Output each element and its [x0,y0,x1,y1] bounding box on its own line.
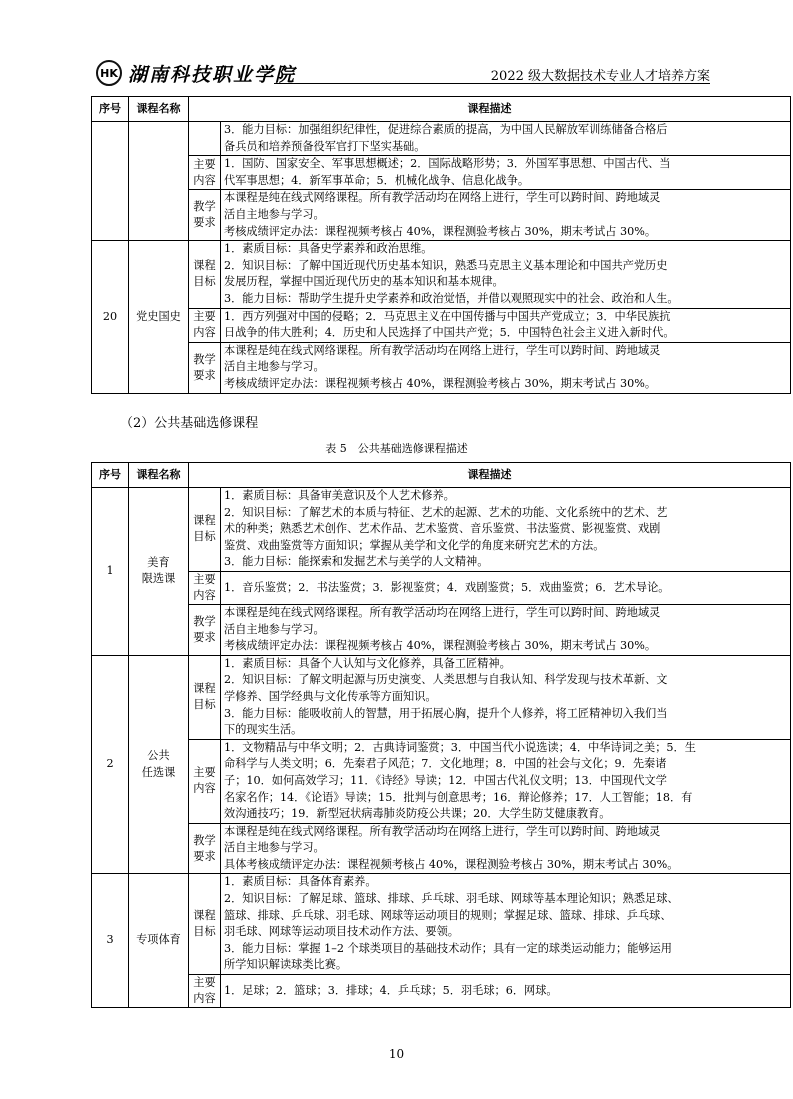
content-label: 主要 内容 [189,156,221,190]
seq-cell: 3 [92,874,129,1008]
content-text: 1．足球；2．篮球；3．排球；4．乒乓球；5．羽毛球；6．网球。 [221,975,791,1008]
requirement-text: 本课程是纯在线式网络课程。所有教学活动均在网络上进行，学生可以跨时间、跨地域灵 活自主地参与学习。 考核成绩评定办法：课程视频考核占 40%，课程测验考核占 30%，期末考试占 30%。 [221,342,791,393]
school-seal-icon: HK [96,60,122,86]
goal-text: 1．素质目标：具备史学素养和政治思维。 2．知识目标：了解中国近现代历史基本知识，熟悉马克思主义基本理论和中国共产党历史 发展历程，掌握中国近现代历史的基本知识和基本规律。 3．能力目标：帮助学生提升史学素养和政治觉悟，并借以观照现实中的社会、政治和人生。 [221,241,791,308]
goal-label-cell [189,122,221,156]
course-name-cell: 专项体育 [129,874,189,1008]
document-title: 2022 级大数据技术专业人才培养方案 [490,69,710,84]
content-text: 1．国防、国家安全、军事思想概述；2．国际战略形势；3．外国军事思想、中国古代、当 代军事思想；4．新军事革命；5．机械化战争、信息化战争。 [221,156,791,190]
table-header-row [92,463,791,488]
col-course-name: 课程名称 [129,97,189,122]
seq-cell: 2 [92,655,129,874]
header-rule [274,83,710,84]
requirement-label: 教学 要求 [189,190,221,241]
content-label: 主要 内容 [189,571,221,604]
course-name-cell: 美育 限选课 [129,488,189,656]
content-label: 主要 内容 [189,308,221,342]
goal-text: 3．能力目标：加强组织纪律性，促进综合素质的提高，为中国人民解放军训练储备合格后 备兵员和培养预备役军官打下坚实基础。 [221,122,791,156]
table-row [92,739,791,823]
goal-label: 课程 目标 [189,241,221,308]
table-row [92,604,791,655]
requirement-label: 教学 要求 [189,823,221,874]
content-text: 1．音乐鉴赏；2．书法鉴赏；3．影视鉴赏；4．戏剧鉴赏；5．戏曲鉴赏；6．艺术导论。 [221,571,791,604]
table-row [92,308,791,342]
requirement-text: 本课程是纯在线式网络课程。所有教学活动均在网络上进行，学生可以跨时间、跨地域灵 活自主地参与学习。 考核成绩评定办法：课程视频考核占 40%，课程测验考核占 30%，期末考试占 30%。 [221,190,791,241]
content-label: 主要 内容 [189,739,221,823]
table-row [92,488,791,572]
goal-label: 课程 目标 [189,655,221,739]
school-logo-text: 湖南科技职业学院 [128,63,297,86]
seq-cell: 1 [92,488,129,656]
table-row [92,241,791,308]
goal-text: 1．素质目标：具备审美意识及个人艺术修养。 2．知识目标：了解艺术的本质与特征、艺术的起源、艺术的功能、文化系统中的艺术、艺 术的种类；熟悉艺术创作、艺术作品、艺术鉴赏、音乐鉴赏、书法鉴赏、影视鉴赏、戏剧 鉴赏、戏曲鉴赏等方面知识；掌握从美学和文化学的角度来研究艺术的方法。 3．能力目标：能探索和发掘艺术与美学的人文精神。 [221,488,791,572]
table-row [92,823,791,874]
requirement-text: 本课程是纯在线式网络课程。所有教学活动均在网络上进行，学生可以跨时间、跨地域灵 活自主地参与学习。 考核成绩评定办法：课程视频考核占 40%，课程测验考核占 30%，期末考试占 30%。 [221,604,791,655]
page-header [96,56,710,88]
table-row [92,655,791,739]
section-heading: （2）公共基础选修课程 [120,416,259,431]
table-row [92,156,791,190]
course-name-cell: 公共 任选课 [129,655,189,874]
course-table-continued [91,96,791,394]
content-text: 1．文物精品与中华文明；2．古典诗词鉴赏；3．中国当代小说选读；4．中华诗词之美；5．生 命科学与人类文明；6．先秦君子风范；7．文化地理；8．中国的社会与文化；9．先秦诸 子；10．如何高效学习；11．《诗经》导读；12．中国古代礼仪文明；13．中国现代文学 名家名作；14．《论语》导读；15．批判与创意思考；16．辩论修养；17．人工智能；18．有 效沟通技巧；19．新型冠状病毒肺炎防疫公共课；20．大学生防艾健康教育。 [221,739,791,823]
goal-text: 1．素质目标：具备体育素养。 2．知识目标：了解足球、篮球、排球、乒乓球、羽毛球、网球等基本理论知识；熟悉足球、 篮球、排球、乒乓球、羽毛球、网球等运动项目的规则；掌握足球、篮球、排球、乒乓球、 羽毛球、网球等运动项目技术动作方法、要领。 3．能力目标：掌握 1–2 个球类项目的基础技术动作；具有一定的球类运动能力；能够运用 所学知识解读球类比赛。 [221,874,791,975]
table-row [92,190,791,241]
table-row [92,874,791,975]
goal-label: 课程 目标 [189,874,221,975]
elective-course-table [91,462,791,1008]
col-course-desc: 课程描述 [189,463,791,488]
col-course-desc: 课程描述 [189,97,791,122]
table-row [92,975,791,1008]
table-row [92,122,791,156]
requirement-label: 教学 要求 [189,342,221,393]
goal-label: 课程 目标 [189,488,221,572]
table-row [92,342,791,393]
requirement-text: 本课程是纯在线式网络课程。所有教学活动均在网络上进行，学生可以跨时间、跨地域灵 活自主地参与学习。 具体考核成绩评定办法：课程视频考核占 40%，课程测验考核占 30%，期末考试占 30%。 [221,823,791,874]
goal-text: 1．素质目标：具备个人认知与文化修养，具备工匠精神。 2．知识目标：了解文明起源与历史演变、人类思想与自我认知、科学发现与技术革新、文 学修养、国学经典与文化传承等方面知识。 3．能力目标：能吸收前人的智慧，用于拓展心胸，提升个人修养，将工匠精神切入我们当 下的现实生活。 [221,655,791,739]
content-label: 主要 内容 [189,975,221,1008]
content-text: 1．西方列强对中国的侵略；2．马克思主义在中国传播与中国共产党成立；3．中华民族抗 日战争的伟大胜利；4．历史和人民选择了中国共产党；5．中国特色社会主义进入新时代。 [221,308,791,342]
page-number: 10 [388,1047,405,1061]
col-seq: 序号 [92,463,129,488]
requirement-label: 教学 要求 [189,604,221,655]
table-caption: 表 5 公共基础选修课程描述 [325,442,468,455]
table-row [92,571,791,604]
course-name-cell [129,122,189,241]
col-course-name: 课程名称 [129,463,189,488]
course-name-cell: 党史国史 [129,241,189,393]
col-seq: 序号 [92,97,129,122]
seq-cell [92,122,129,241]
seq-cell: 20 [92,241,129,393]
table-header-row [92,97,791,122]
